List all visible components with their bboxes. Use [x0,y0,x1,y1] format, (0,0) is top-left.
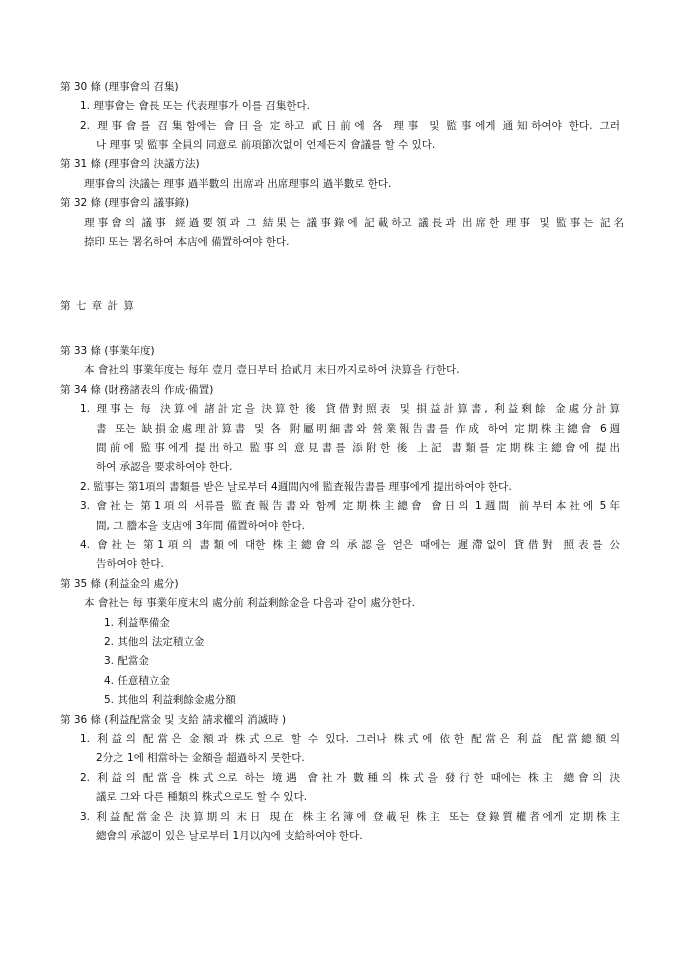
article-35-body: 本 會社는 每 事業年度末의 處分前 利益剩餘金을 다음과 같이 處分한다. [84,597,415,609]
article-35-item-5: 5. 其他의 利益剩餘金處分額 [104,694,236,706]
article-33-body: 本 會社의 事業年度는 每年 壹月 壹日부터 拾貳月 末日까지로하여 決算을 行한다. [84,364,460,376]
article-31-body: 理事會의 決議는 理事 過半數의 出席과 出席理事의 過半數로 한다. [84,178,392,190]
article-36-heading: 第 36 條 (利益配當金 및 支給 請求權의 消滅時 ) [60,714,287,726]
article-34-item-1-cont-3: 하여 承認을 要求하여야 한다. [96,461,233,473]
article-35-item-1: 1. 利益準備金 [104,617,170,629]
article-36-item-2: 2. 利益의 配當을 株式으로 하는 境遇 會社가 數種의 株式을 發行한 때에는 株主 總會의 決 [80,772,620,784]
article-35-heading: 第 35 條 (利益金의 處分) [60,578,179,590]
article-30-item-2-cont: 나 理事 및 監事 全員의 同意로 前項節次없이 언제든지 會議를 할 수 있다. [96,139,436,151]
article-31-heading: 第 31 條 (理事會의 決議方法) [60,158,200,170]
article-34-item-2: 2. 監事는 第1項의 書類를 받은 날로부터 4週間內에 監査報告書를 理事에게 提出하여야 한다. [80,481,512,493]
article-30-item-1: 1. 理事會는 會長 또는 代表理事가 이를 召集한다. [80,100,311,112]
article-36-item-3-cont: 總會의 承認이 있은 날로부터 1月以內에 支給하여야 한다. [96,830,363,842]
article-33-heading: 第 33 條 (事業年度) [60,345,155,357]
chapter-7-heading: 第 七 章 計 算 [60,300,134,312]
article-35-item-2: 2. 其他의 法定積立金 [104,636,205,648]
article-34-item-4-cont: 告하여야 한다. [96,558,164,570]
article-34-item-1-cont-2: 間前에 監事에게 提出하고 監事의 意見書를 添附한 後 上記 書類를 定期株主總會에 提出 [96,442,620,454]
article-36-item-1: 1. 利益의 配當은 金額과 株式으로 할 수 있다. 그러나 株式에 依한 配當은 利益 配當總額의 [80,733,620,745]
article-35-item-3: 3. 配當金 [104,655,149,667]
article-32-body-cont: 捺印 또는 署名하여 本店에 備置하여야 한다. [84,236,290,248]
article-36-item-3: 3. 利益配當金은 決算期의 末日 現在 株主名簿에 登載된 株主 또는 登錄質權者에게 定期株主 [80,811,620,823]
article-32-heading: 第 32 條 (理事會의 議事錄) [60,197,190,209]
article-34-item-1: 1. 理事는 每 決算에 諸計定을 決算한 後 貸借對照表 및 損益計算書, 利益剩餘 金處分計算 [80,403,620,415]
article-34-item-4: 4. 會社는 第1項의 書類에 대한 株主總會의 承認을 얻은 때에는 遲滯없이 貸借對 照表를 公 [80,539,620,551]
article-34-item-1-cont-1: 書 또는 缺損金處理計算書 및 各 附屬明細書와 營業報告書를 作成 하여 定期株主總會 6週 [96,423,620,435]
article-34-item-3-cont: 間, 그 謄本을 支店에 3年間 備置하여야 한다. [96,520,306,532]
article-32-body: 理事會의 議事 經過要領과 그 結果는 議事錄에 記載하고 議長과 出席한 理事 및 監事는 記名 [84,217,624,229]
article-30-heading: 第 30 條 (理事會의 召集) [60,81,179,93]
article-34-item-3: 3. 會社는 第1項의 서류를 監査報告書와 함께 定期株主總會 會日의 1週間 前부터本社에 5年 [80,500,620,512]
article-30-item-2: 2. 理事會를 召集함에는 會日을 定하고 貳日前에 各 理事 및 監事에게 通知하여야 한다. 그러 [80,120,620,132]
article-36-item-2-cont: 議로 그와 다른 種類의 株式으로도 할 수 있다. [96,791,308,803]
article-36-item-1-cont: 2分之 1에 相當하는 金額을 超過하지 못한다. [96,752,305,764]
article-35-item-4: 4. 任意積立金 [104,675,170,687]
article-34-heading: 第 34 條 (財務諸表의 作成·備置) [60,384,214,396]
